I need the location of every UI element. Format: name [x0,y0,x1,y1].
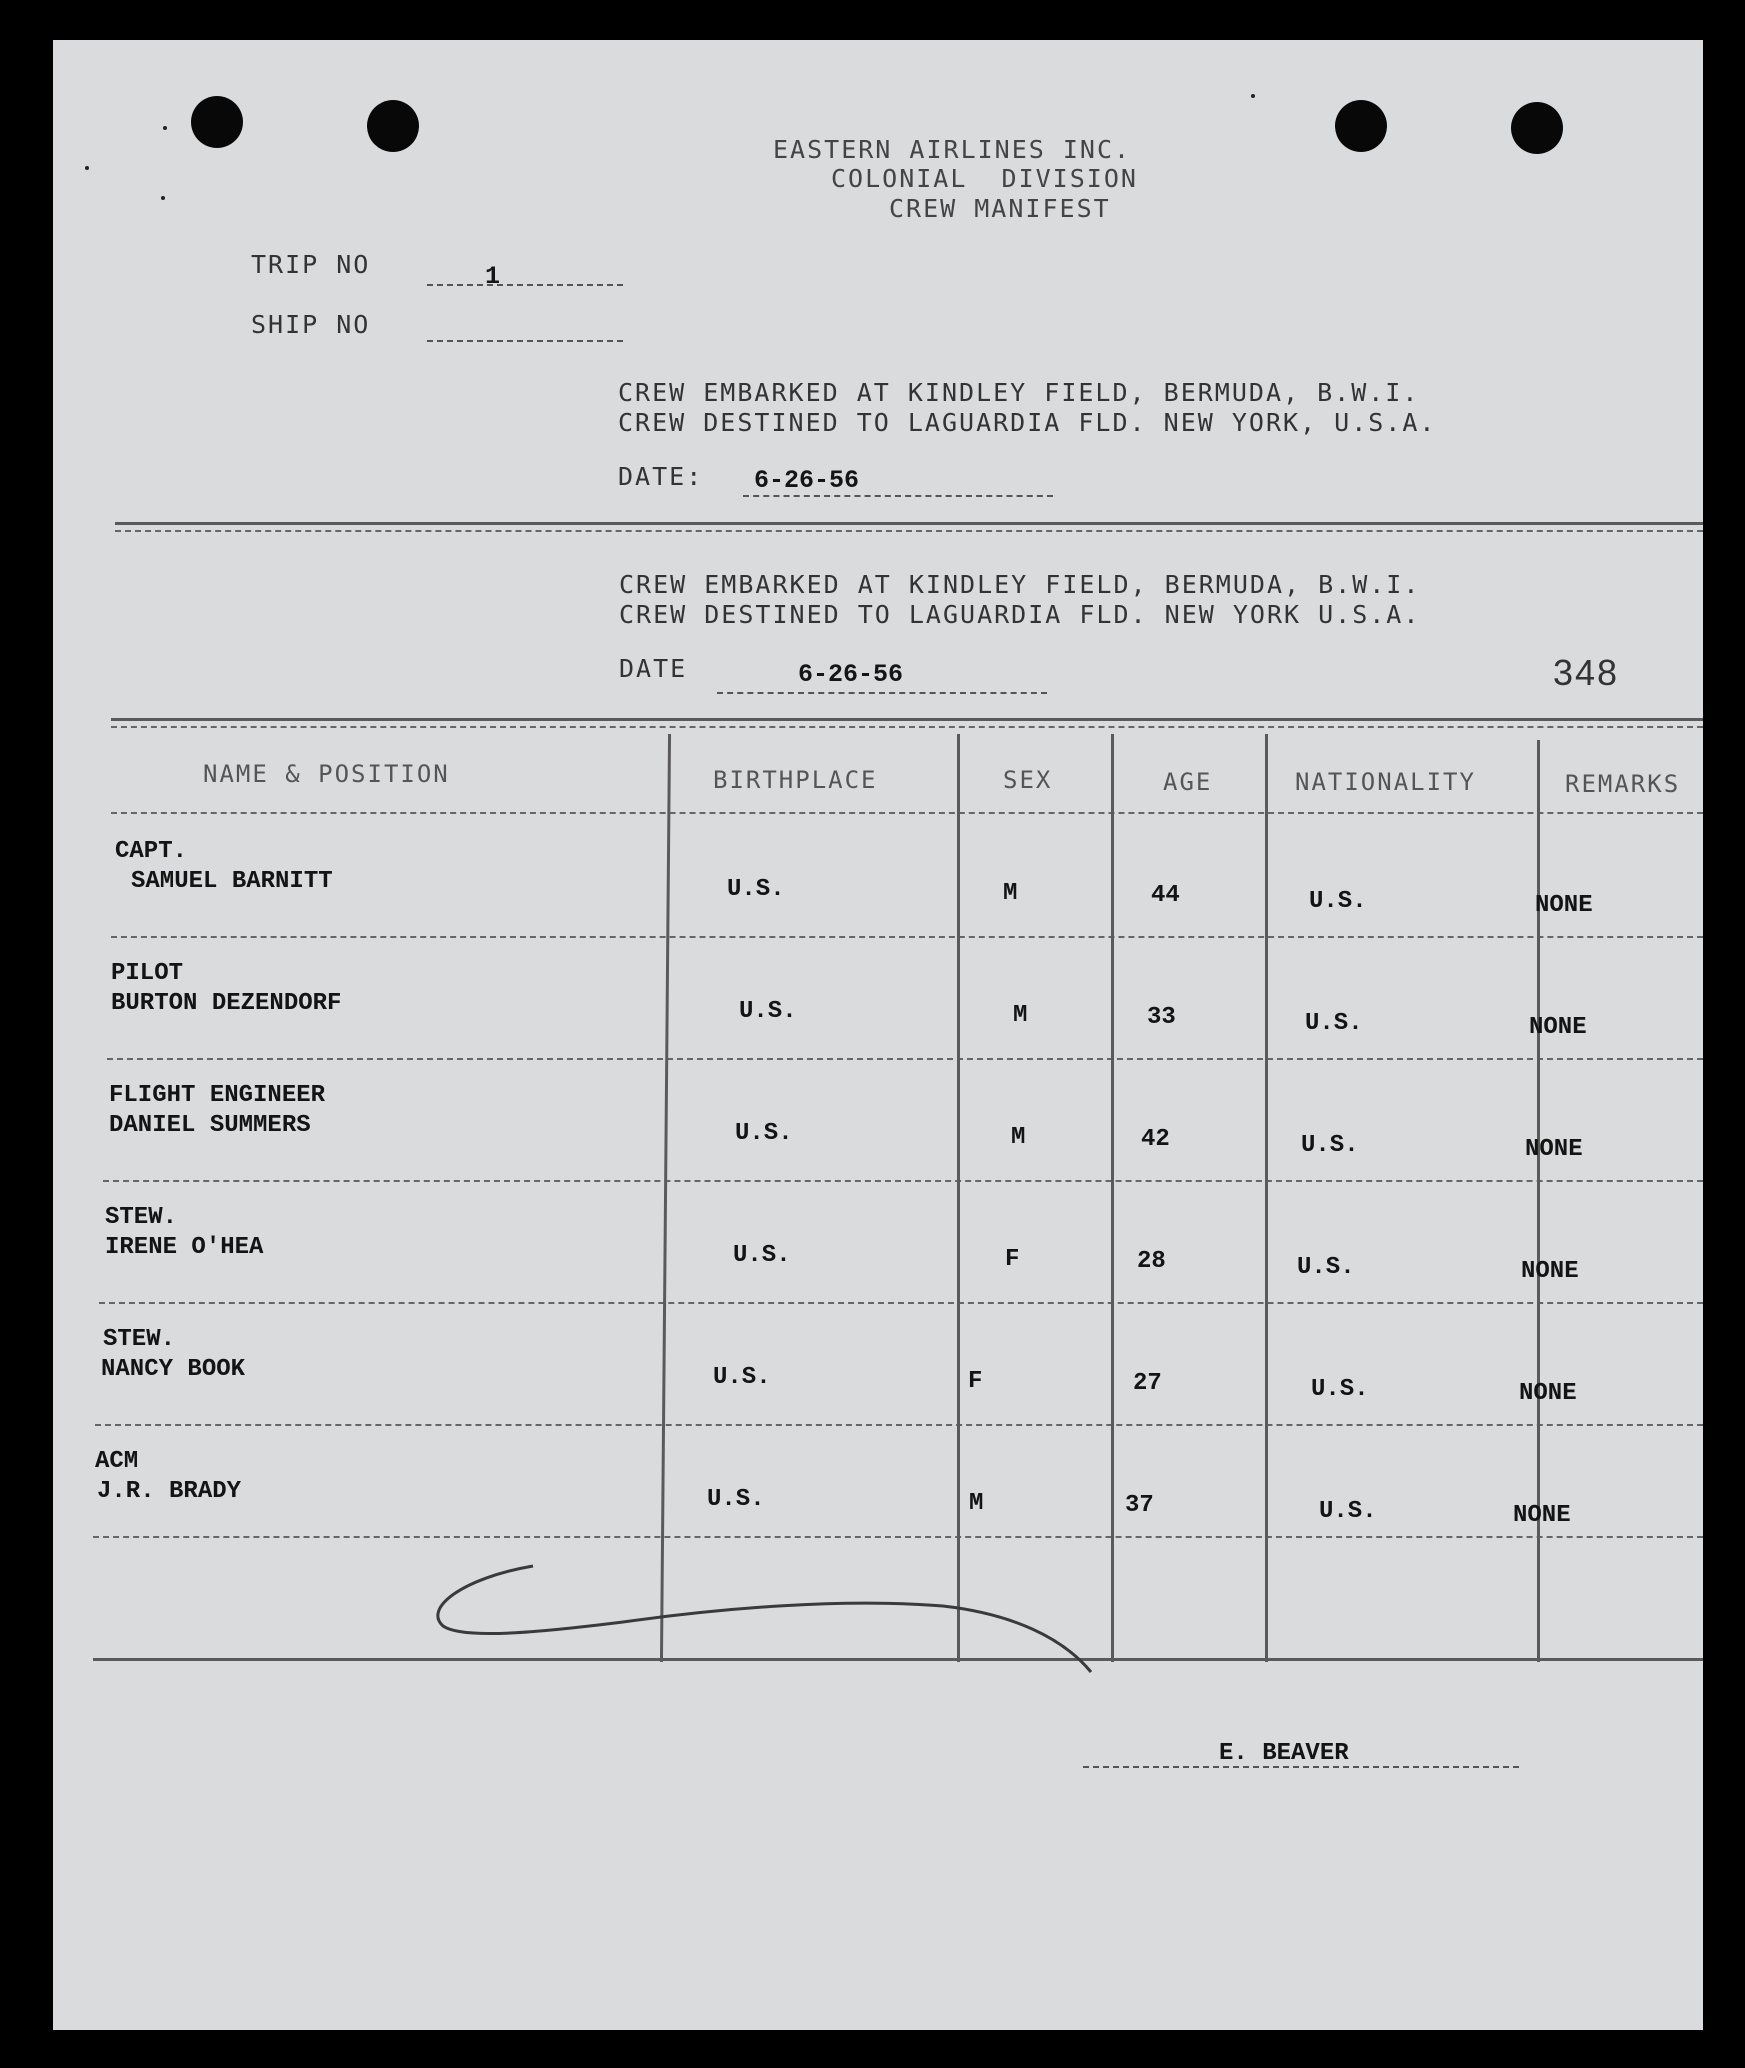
col-header-remarks: REMARKS [1565,770,1681,798]
date-underline-2 [717,692,1047,694]
row-1-nationality: U.S. [1309,888,1367,915]
punch-hole-4 [1511,102,1563,154]
punch-hole-3 [1335,100,1387,152]
pen-strike-mark [423,1548,1103,1678]
header-underline [111,812,1703,814]
row-rule-6 [93,1536,1703,1538]
row-rule-3 [103,1180,1703,1182]
date-value-1: 6-26-56 [754,466,860,495]
row-3-name: DANIEL SUMMERS [109,1112,311,1139]
row-3-sex: M [1011,1124,1026,1151]
punch-hole-1 [191,96,243,148]
trip-underline [427,284,623,286]
page-number: 348 [1553,652,1620,693]
col-header-nationality: NATIONALITY [1295,768,1476,796]
row-2-nationality: U.S. [1305,1010,1363,1037]
row-3-nationality: U.S. [1301,1132,1359,1159]
embarked-line-1: CREW EMBARKED AT KINDLEY FIELD, BERMUDA, B.W.I. [618,378,1420,407]
row-4-remarks: NONE [1521,1258,1579,1285]
division-name: COLONIAL DIVISION [831,164,1138,193]
speck [85,166,89,170]
date-label-2: DATE [619,654,688,683]
row-1-age: 44 [1151,882,1180,909]
row-6-name: J.R. BRADY [97,1478,242,1505]
row-5-name: NANCY BOOK [101,1356,246,1383]
row-3-position: FLIGHT ENGINEER [109,1082,326,1109]
row-2-name: BURTON DEZENDORF [111,990,342,1017]
document-title: CREW MANIFEST [889,194,1111,223]
row-4-position: STEW. [105,1204,178,1231]
row-1-sex: M [1003,880,1018,907]
speck [161,196,165,200]
row-4-nationality: U.S. [1297,1254,1355,1281]
destined-line-1: CREW DESTINED TO LAGUARDIA FLD. NEW YORK, U.S.A. [618,408,1437,437]
row-5-sex: F [968,1368,983,1395]
section-divider-1 [115,522,1703,525]
row-5-age: 27 [1133,1370,1162,1397]
company-name: EASTERN AIRLINES INC. [773,135,1132,164]
row-2-birthplace: U.S. [739,998,797,1025]
row-3-birthplace: U.S. [735,1120,793,1147]
row-6-position: ACM [95,1448,139,1475]
speck [1251,94,1255,98]
date-label-1: DATE: [618,462,704,491]
row-rule-2 [107,1058,1703,1060]
row-6-sex: M [969,1490,984,1517]
row-1-name: SAMUEL BARNITT [131,868,333,895]
row-2-position: PILOT [111,960,184,987]
trip-label: TRIP NO [251,250,371,279]
ship-label: SHIP NO [251,310,371,339]
row-4-birthplace: U.S. [733,1242,791,1269]
col-divider-4 [1265,734,1268,1662]
row-2-sex: M [1013,1002,1028,1029]
destined-line-2: CREW DESTINED TO LAGUARDIA FLD. NEW YORK U.S.A. [619,600,1421,629]
col-header-age: AGE [1163,768,1213,796]
date-value-2: 6-26-56 [798,660,904,689]
row-6-birthplace: U.S. [707,1486,765,1513]
manifest-page [53,40,1703,2030]
row-6-nationality: U.S. [1319,1498,1377,1525]
row-6-remarks: NONE [1513,1502,1571,1529]
trip-value: 1 [485,262,501,291]
row-rule-4 [99,1302,1703,1304]
embarked-line-2: CREW EMBARKED AT KINDLEY FIELD, BERMUDA, B.W.I. [619,570,1421,599]
row-rule-1 [111,936,1703,938]
row-5-remarks: NONE [1519,1380,1577,1407]
col-header-sex: SEX [1003,766,1053,794]
row-5-nationality: U.S. [1311,1376,1369,1403]
row-1-position: CAPT. [115,838,188,865]
signature-name: E. BEAVER [1219,1740,1349,1767]
table-top-rule [111,718,1703,721]
row-1-birthplace: U.S. [727,876,785,903]
row-2-remarks: NONE [1529,1014,1587,1041]
row-2-age: 33 [1147,1004,1176,1031]
col-header-name: NAME & POSITION [203,760,450,788]
row-3-age: 42 [1141,1126,1170,1153]
punch-hole-2 [367,100,419,152]
table-top-rule-b [111,726,1703,728]
row-4-sex: F [1005,1246,1020,1273]
row-4-age: 28 [1137,1248,1166,1275]
row-6-age: 37 [1125,1492,1154,1519]
section-divider-1b [115,530,1703,532]
col-divider-3 [1111,734,1114,1662]
speck [163,126,167,130]
row-rule-5 [95,1424,1703,1426]
row-4-name: IRENE O'HEA [105,1234,264,1261]
row-1-remarks: NONE [1535,892,1593,919]
signature-line [1083,1766,1519,1768]
row-3-remarks: NONE [1525,1136,1583,1163]
ship-underline [427,340,623,342]
row-5-birthplace: U.S. [713,1364,771,1391]
date-underline-1 [743,495,1053,497]
col-divider-1 [660,734,671,1662]
col-divider-2 [957,734,960,1662]
col-header-birthplace: BIRTHPLACE [713,766,878,794]
row-5-position: STEW. [103,1326,176,1353]
